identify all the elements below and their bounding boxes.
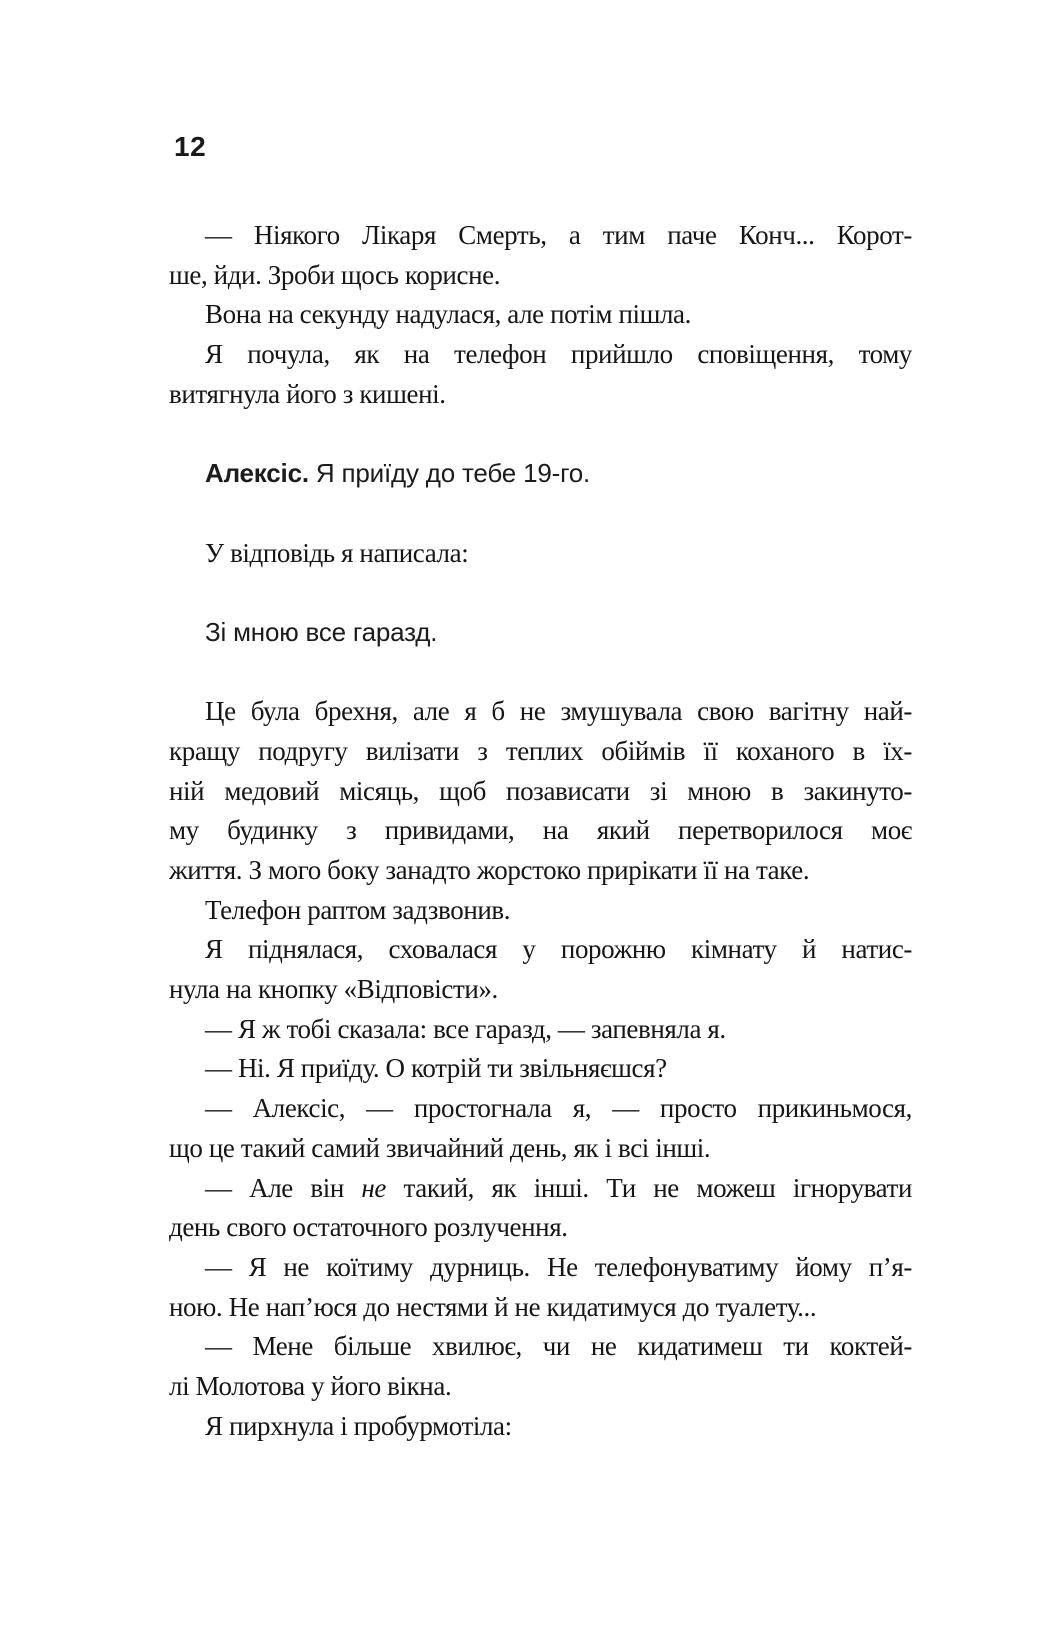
paragraph: [169, 335, 912, 414]
text-line: — Алексіс, — простогнала я, — просто прикиньмося,: [205, 1093, 912, 1124]
text-line: Я піднялася, сховалася у порожню кімнату й натис-: [205, 934, 912, 965]
text-line: день свого остаточного розлучення.: [169, 1212, 568, 1243]
text-line: — Ніякого Лікаря Смерть, а тим паче Конч... Корот-: [205, 220, 912, 250]
page-number: 12: [174, 131, 207, 162]
text-line: У відповідь я написала:: [205, 537, 469, 568]
text-line: нула на кнопку «Відповісти».: [169, 974, 498, 1005]
text-line: ше, йди. Зроби щось корисне.: [169, 259, 501, 290]
text-line: життя. З мого боку занадто жорстоко прирікати її на таке.: [169, 855, 810, 885]
text-line: Я пирхнула і пробурмотіла:: [205, 1410, 512, 1441]
text-line: витягнула його з кишені.: [169, 378, 446, 409]
paragraph: [169, 1327, 912, 1406]
text-line: Зі мною все гаразд.: [205, 616, 438, 647]
paragraph: [169, 1010, 912, 1050]
text-line: — Я не коїтиму дурниць. Не телефонуватиму йому п’я-: [205, 1251, 912, 1282]
text-line: лі Молотова у його вікна.: [169, 1370, 452, 1401]
text-line: — Мене більше хвилює, чи не кидатимеш ти коктей-: [205, 1331, 912, 1362]
paragraph: [169, 1089, 912, 1168]
text-line: ній медовий місяць, щоб позависати зі мною в закинуто-: [169, 775, 912, 806]
text-line: ною. Не нап’юся до нестями й не кидатимуся до туалету...: [169, 1291, 817, 1322]
paragraph: [169, 930, 912, 1009]
paragraph: [169, 1407, 912, 1447]
text-line: Це була брехня, але я б не змушувала свою вагітну най-: [205, 696, 912, 727]
paragraph: [169, 692, 912, 890]
text-line: му будинку з привидами, на який перетворилося моє: [169, 815, 912, 846]
sms-message: [169, 454, 912, 494]
paragraph: [169, 534, 912, 574]
text-line: Телефон раптом задзвонив.: [205, 894, 511, 925]
text-line: — Ні. Я приїду. О котрій ти звільняєшся?: [205, 1053, 667, 1084]
text-line: що це такий самий звичайний день, як і всі інші.: [169, 1132, 711, 1163]
sms-message: [169, 613, 912, 653]
paragraph: [169, 216, 912, 295]
text-line: Алексіс. Я приїду до тебе 19-го.: [205, 458, 591, 489]
paragraph: [169, 891, 912, 931]
paragraph: [169, 1248, 912, 1327]
paragraph: [169, 1169, 912, 1248]
paragraph: [169, 295, 912, 335]
text-line: Вона на секунду надулася, але потім пішла.: [205, 299, 691, 330]
text-line: — Але він не такий, як інші. Ти не можеш ігнорувати: [205, 1172, 912, 1203]
text-line: кращу подругу вилізати з теплих обіймів її коханого в їх-: [169, 735, 912, 766]
text-line: — Я ж тобі сказала: все гаразд, — запевняла я.: [205, 1013, 726, 1044]
text-block: [169, 216, 912, 1446]
text-line: Я почула, як на телефон прийшло сповіщення, тому: [205, 339, 912, 370]
paragraph: [169, 1049, 912, 1089]
